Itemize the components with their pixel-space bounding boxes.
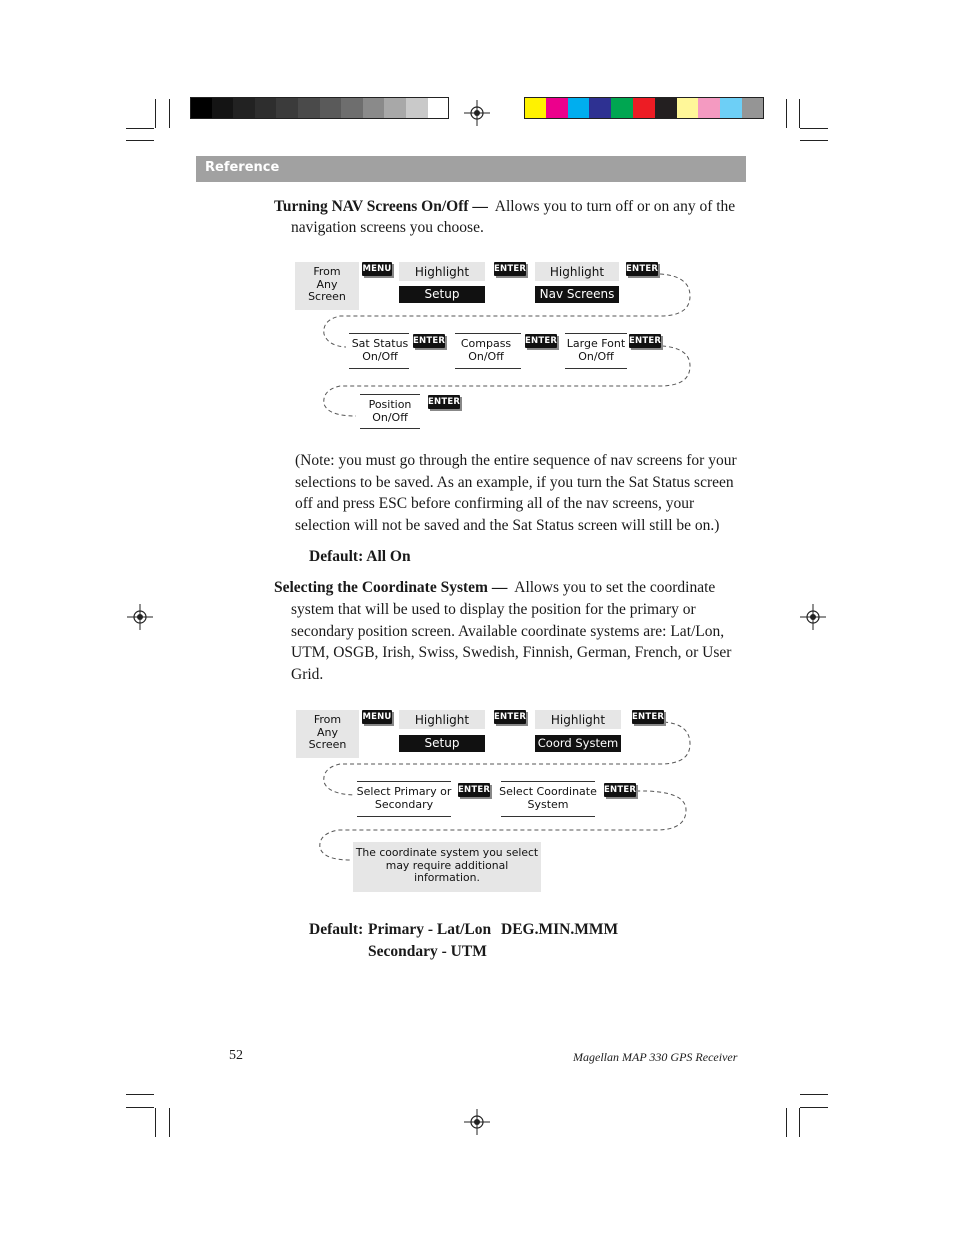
nav-screens-term: Turning NAV Screens On/Off — — [274, 198, 488, 215]
start-text-line: Screen — [308, 290, 346, 303]
note-line: off and press ESC before confirming all of the nav screens, your — [295, 495, 695, 513]
start-text-line: Screen — [308, 738, 347, 751]
coord-system-line: Grid. — [291, 666, 324, 684]
highlight-label: Highlight — [549, 265, 605, 279]
crop-mark — [126, 1094, 154, 1095]
coord-system-body — [291, 599, 751, 686]
position-option — [360, 398, 420, 424]
option-text-line: Secondary — [374, 798, 434, 811]
option-text-line: On/Off — [468, 350, 504, 363]
sat-status-option — [349, 337, 411, 363]
info-text-line: information. — [414, 871, 480, 884]
enter-button[interactable]: ENTER — [458, 785, 491, 795]
coord-default-format: DEG.MIN.MMM — [501, 921, 619, 938]
crop-mark — [800, 140, 828, 141]
coord-system-line: system that will be used to display the position for the primary or — [291, 601, 696, 618]
select-coordinate-option — [497, 785, 599, 811]
option-text-line: Select Primary or — [356, 785, 452, 798]
note-line: selections to be saved. As an example, if you turn the Sat Status screen — [295, 473, 734, 491]
nav-screens-paragraph — [274, 196, 744, 218]
large-font-option — [563, 337, 629, 363]
option-text-line: Large Font — [566, 337, 626, 350]
highlight-setup-bar[interactable]: Setup — [399, 735, 485, 752]
highlight-coord-system-bar[interactable]: Coord System — [535, 735, 621, 752]
menu-button[interactable]: MENU — [362, 264, 392, 274]
info-text-line: may require additional — [385, 858, 509, 872]
enter-button[interactable]: ENTER — [629, 336, 662, 346]
option-text-line: Position — [368, 398, 412, 411]
option-text-line: On/Off — [362, 350, 398, 363]
crop-mark — [126, 1107, 154, 1108]
start-text-line: Any — [316, 277, 338, 291]
enter-button[interactable]: ENTER — [632, 712, 665, 722]
enter-button[interactable]: ENTER — [494, 264, 527, 274]
crop-mark — [800, 1094, 828, 1095]
enter-button[interactable]: ENTER — [604, 785, 637, 795]
process-bar-border — [524, 97, 764, 119]
start-text-line: Any — [316, 725, 338, 739]
crop-mark — [169, 99, 170, 128]
coord-system-line: UTM, OSGB, Irish, Swiss, Swedish, Finnish, German, French, or User — [291, 644, 732, 662]
start-text-line: From — [313, 265, 341, 278]
crop-mark — [169, 1108, 170, 1137]
start-box-text — [295, 266, 359, 304]
start-box-text — [296, 714, 359, 752]
page-number: 52 — [229, 1048, 243, 1063]
menu-button[interactable]: MENU — [362, 712, 392, 722]
crop-mark — [799, 1108, 800, 1137]
compass-option — [455, 337, 517, 363]
start-text-line: From — [313, 713, 342, 726]
coord-system-paragraph — [274, 577, 744, 599]
option-text-line: Select Coordinate — [499, 785, 597, 798]
note-line: (Note: you must go through the entire sequence of nav screens for your — [295, 452, 737, 469]
coord-system-line: secondary position screen. Available coordinate systems are: Lat/Lon, — [291, 622, 725, 640]
coord-default-label: Default: — [309, 921, 364, 938]
nav-screens-default: Default: All On — [309, 548, 411, 565]
crop-mark — [786, 1108, 787, 1137]
highlight-label: Highlight — [414, 265, 470, 279]
nav-screens-description-cont: navigation screens you choose. — [291, 219, 484, 236]
option-text-line: Compass — [460, 337, 512, 350]
option-text-line: Sat Status — [351, 337, 409, 350]
enter-button[interactable]: ENTER — [525, 336, 558, 346]
crop-mark — [786, 99, 787, 128]
enter-button[interactable]: ENTER — [494, 712, 527, 722]
highlight-nav-screens-bar[interactable]: Nav Screens — [535, 286, 619, 303]
select-primary-option — [353, 785, 455, 811]
coord-default-primary: Primary - Lat/Lon — [368, 921, 492, 938]
info-text-line: The coordinate system you select — [355, 846, 539, 859]
enter-button[interactable]: ENTER — [626, 264, 659, 274]
option-text-line: System — [527, 798, 569, 811]
crop-mark — [155, 1108, 156, 1137]
coord-system-term: Selecting the Coordinate System — — [274, 579, 508, 596]
coord-default-secondary: Secondary - UTM — [368, 943, 487, 960]
section-header-label: Reference — [205, 160, 280, 175]
registration-target-icon — [464, 100, 490, 126]
gray-bar-border — [190, 97, 449, 119]
option-text-line: On/Off — [372, 411, 408, 424]
crop-mark — [800, 1107, 828, 1108]
registration-target-icon — [464, 1109, 490, 1135]
registration-target-icon — [127, 604, 153, 630]
coord-system-line: Allows you to set the coordinate — [514, 579, 716, 596]
crop-mark — [799, 99, 800, 128]
crop-mark — [126, 140, 154, 141]
option-text-line: On/Off — [578, 350, 614, 363]
highlight-label: Highlight — [414, 713, 470, 727]
enter-button[interactable]: ENTER — [428, 397, 461, 407]
info-box-text — [353, 847, 541, 885]
note-line: selection will not be saved and the Sat Status screen will still be on.) — [295, 517, 720, 535]
footer-title: Magellan MAP 330 GPS Receiver — [573, 1050, 738, 1064]
nav-screens-description: Allows you to turn off or on any of the — [494, 198, 736, 215]
highlight-label: Highlight — [550, 713, 606, 727]
crop-mark — [126, 128, 154, 129]
crop-mark — [800, 128, 828, 129]
nav-screens-note — [295, 450, 745, 537]
registration-target-icon — [800, 604, 826, 630]
enter-button[interactable]: ENTER — [413, 336, 446, 346]
crop-mark — [155, 99, 156, 128]
highlight-setup-bar[interactable]: Setup — [399, 286, 485, 303]
